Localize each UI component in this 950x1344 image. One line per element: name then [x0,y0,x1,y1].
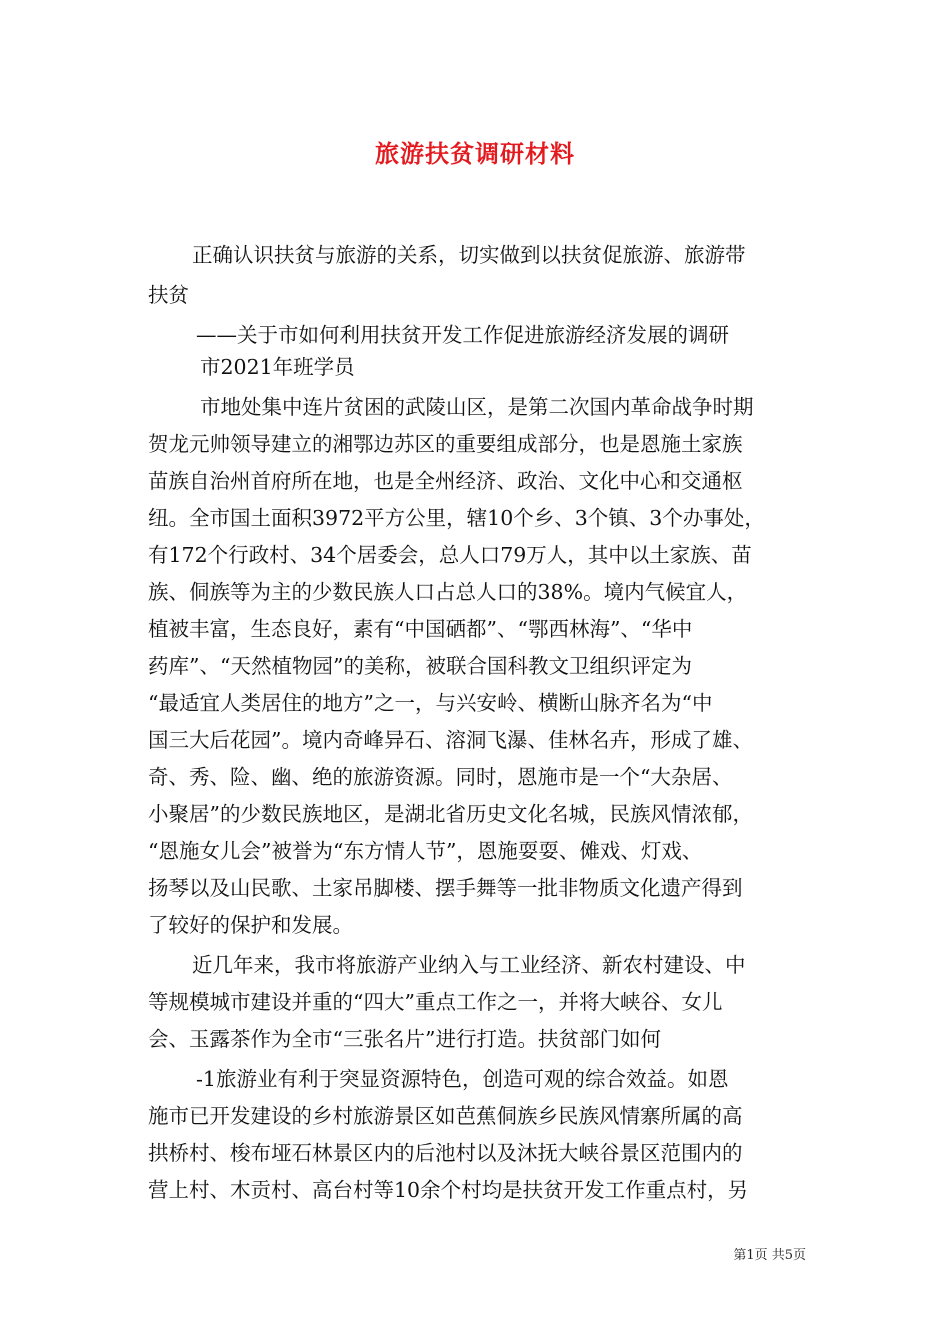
paragraph-line: 市地处集中连片贫困的武陵山区，是第二次国内革命战争时期 [200,395,754,419]
paragraph-line: 奇、秀、险、幽、绝的旅游资源。同时，恩施市是一个“大杂居、 [148,765,733,789]
paragraph-line: 了较好的保护和发展。 [148,913,353,937]
paragraph-line: 国三大后花园”。境内奇峰异石、溶洞飞瀑、佳林名卉，形成了雄、 [148,728,753,752]
paragraph-line: 会、玉露茶作为全市“三张名片”进行打造。扶贫部门如何 [148,1027,661,1051]
paragraph-line: 扬琴以及山民歌、土家吊脚楼、摆手舞等一批非物质文化遗产得到 [148,876,743,900]
paragraph-line: “恩施女儿会”被誉为“东方情人节”，恩施耍耍、傩戏、灯戏、 [148,839,703,863]
page-number: 第1页 共5页 [733,1248,806,1263]
paragraph-line: 近几年来，我市将旅游产业纳入与工业经济、新农村建设、中 [192,953,746,977]
paragraph-line: 药库”、“天然植物园”的美称，被联合国科教文卫组织评定为 [148,654,692,678]
heading-line: 正确认识扶贫与旅游的关系，切实做到以扶贫促旅游、旅游带 [192,243,746,267]
paragraph-line: 施市已开发建设的乡村旅游景区如芭蕉侗族乡民族风情寨所属的高 [148,1104,743,1128]
paragraph-line: 苗族自治州首府所在地，也是全州经济、政治、文化中心和交通枢 [148,469,743,493]
paragraph-line: “最适宜人类居住的地方”之一，与兴安岭、横断山脉齐名为“中 [148,691,713,715]
paragraph-line: -1旅游业有利于突显资源特色，创造可观的综合效益。如恩 [196,1067,729,1091]
paragraph-line: 贺龙元帅领导建立的湘鄂边苏区的重要组成部分，也是恩施土家族 [148,432,743,456]
heading-line: 扶贫 [148,283,189,307]
author-line: 市2021年班学员 [200,355,355,379]
paragraph-line: 等规模城市建设并重的“四大”重点工作之一，并将大峡谷、女儿 [148,990,723,1014]
paragraph-line: 植被丰富，生态良好，素有“中国硒都”、“鄂西林海”、“华中 [148,617,693,641]
paragraph-line: 纽。全市国土面积3972平方公里，辖10个乡、3个镇、3个办事处， [148,506,765,530]
paragraph-line: 族、侗族等为主的少数民族人口占总人口的38%。境内气候宜人， [148,580,748,604]
subtitle-line: ——关于市如何利用扶贫开发工作促进旅游经济发展的调研 [196,323,729,347]
paragraph-line: 营上村、木贡村、高台村等10余个村均是扶贫开发工作重点村，另 [148,1178,749,1202]
paragraph-line: 有172个行政村、34个居委会，总人口79万人，其中以土家族、苗 [148,543,752,567]
document-title: 旅游扶贫调研材料 [375,139,575,168]
paragraph-line: 拱桥村、梭布垭石林景区内的后池村以及沐抚大峡谷景区范围内的 [148,1141,743,1165]
paragraph-line: 小聚居”的少数民族地区，是湖北省历史文化名城，民族风情浓郁， [148,802,753,826]
